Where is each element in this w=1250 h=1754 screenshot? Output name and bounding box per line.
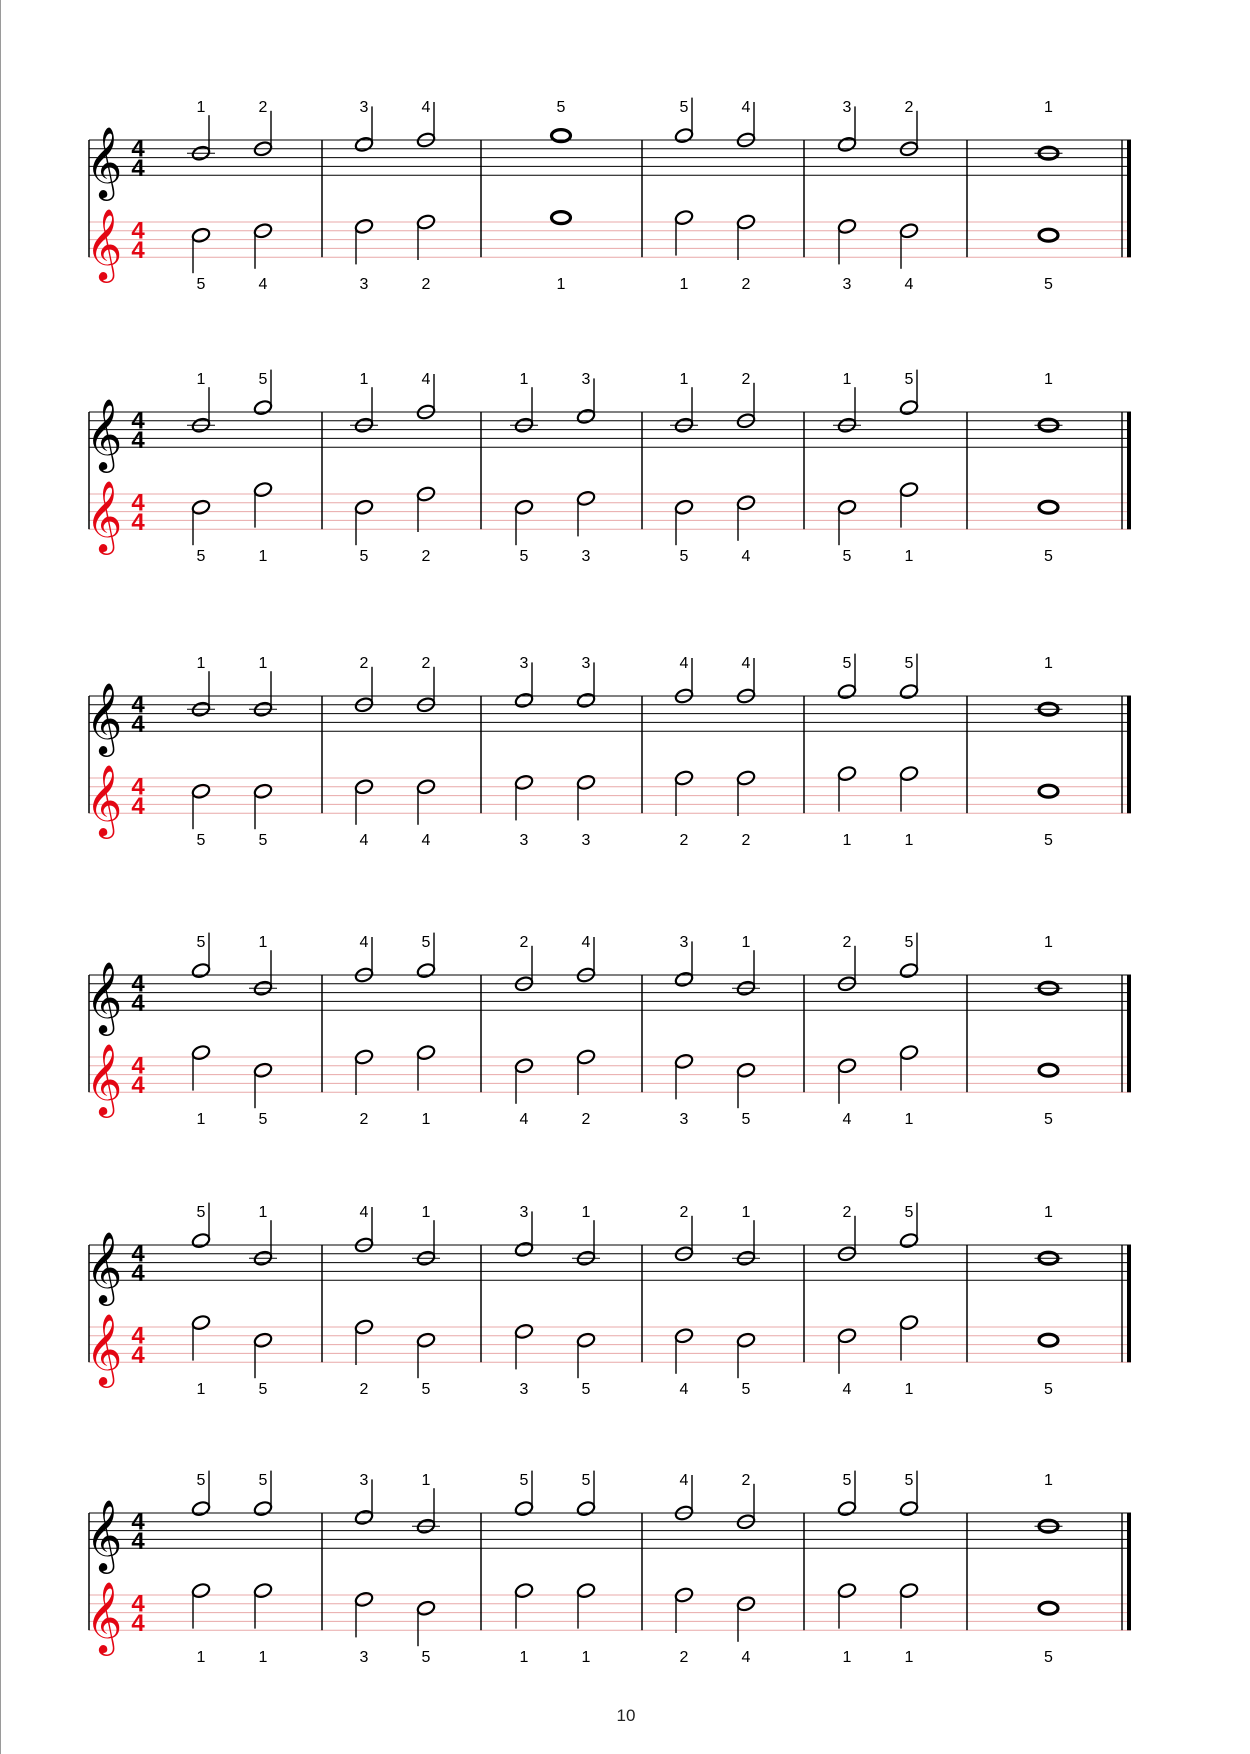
lower-finger-number: 1 <box>842 832 852 850</box>
upper-finger-number: 1 <box>421 1204 431 1221</box>
upper-finger-number: 1 <box>258 934 268 951</box>
lower-finger-number: 5 <box>421 1649 431 1667</box>
upper-half-note-head <box>253 399 273 416</box>
lower-half-note-head <box>899 481 919 498</box>
upper-finger-number: 1 <box>842 371 852 388</box>
lower-time-signature-top: 4 <box>131 773 145 801</box>
lower-time-signature-bottom: 4 <box>131 1342 145 1370</box>
lower-half-note-head <box>416 1044 436 1061</box>
lower-finger-number: 3 <box>519 832 529 850</box>
lower-finger-number: 4 <box>741 1649 751 1667</box>
lower-treble-clef-icon: 𝄞 <box>85 1042 123 1116</box>
upper-finger-number: 4 <box>679 1472 689 1489</box>
upper-finger-number: 2 <box>519 934 529 951</box>
lower-time-signature-bottom: 4 <box>131 1610 145 1638</box>
lower-finger-number: 4 <box>842 1381 852 1399</box>
upper-half-note-head <box>899 683 919 700</box>
lower-treble-clef-icon: 𝄞 <box>85 479 123 553</box>
lower-time-signature-bottom: 4 <box>131 793 145 821</box>
upper-half-note-head <box>514 1500 534 1517</box>
upper-finger-number: 4 <box>421 99 431 116</box>
lower-half-note-head <box>576 774 596 791</box>
upper-half-note-head <box>354 1509 374 1526</box>
lower-finger-number: 5 <box>1044 1381 1053 1399</box>
lower-finger-number: 5 <box>196 276 206 294</box>
lower-finger-number: 1 <box>519 1649 529 1667</box>
lower-half-note-head <box>576 1332 596 1349</box>
lower-half-note-head <box>837 218 857 235</box>
lower-half-note-head <box>837 1582 857 1599</box>
lower-finger-number: 5 <box>258 832 268 850</box>
upper-finger-number: 5 <box>258 371 268 388</box>
upper-time-signature-top: 4 <box>131 1508 145 1536</box>
lower-half-note-head <box>253 1332 273 1349</box>
lower-half-note-head <box>354 218 374 235</box>
upper-treble-clef-icon: 𝄞 <box>85 1498 123 1572</box>
lower-half-note-head <box>674 499 694 516</box>
upper-finger-number: 3 <box>359 1472 369 1489</box>
upper-finger-number: 5 <box>842 655 852 672</box>
upper-half-note-head <box>899 1232 919 1249</box>
lower-time-signature-bottom: 4 <box>131 509 145 537</box>
upper-finger-number: 5 <box>421 934 431 951</box>
lower-finger-number: 4 <box>359 832 369 850</box>
lower-finger-number: 1 <box>904 1381 914 1399</box>
lower-finger-number: 2 <box>421 548 431 566</box>
lower-finger-number: 1 <box>196 1649 206 1667</box>
upper-finger-number: 2 <box>359 655 369 672</box>
upper-finger-number: 3 <box>581 655 591 672</box>
upper-half-note-head <box>514 1241 534 1258</box>
lower-finger-number: 1 <box>904 548 914 566</box>
upper-finger-number: 3 <box>519 1204 529 1221</box>
lower-finger-number: 5 <box>1044 1111 1053 1129</box>
lower-finger-number: 5 <box>842 548 852 566</box>
upper-finger-number: 1 <box>258 1204 268 1221</box>
lower-finger-number: 4 <box>842 1111 852 1129</box>
upper-time-signature-bottom: 4 <box>131 1260 145 1288</box>
upper-finger-number: 1 <box>1044 1204 1053 1221</box>
upper-half-note-head <box>354 136 374 153</box>
upper-treble-clef-icon: 𝄞 <box>85 681 123 755</box>
upper-half-note-head <box>191 962 211 979</box>
lower-finger-number: 1 <box>904 832 914 850</box>
lower-finger-number: 1 <box>196 1381 206 1399</box>
lower-finger-number: 5 <box>741 1381 751 1399</box>
upper-time-signature-top: 4 <box>131 970 145 998</box>
lower-treble-clef-icon: 𝄞 <box>85 207 123 281</box>
upper-finger-number: 5 <box>904 1472 914 1489</box>
lower-time-signature-top: 4 <box>131 217 145 245</box>
lower-finger-number: 2 <box>359 1381 369 1399</box>
lower-half-note-head <box>899 1044 919 1061</box>
upper-finger-number: 4 <box>741 99 751 116</box>
upper-finger-number: 2 <box>904 99 914 116</box>
upper-finger-number: 1 <box>1044 99 1053 116</box>
upper-time-signature-top: 4 <box>131 407 145 435</box>
lower-finger-number: 1 <box>581 1649 591 1667</box>
lower-half-note-head <box>191 1314 211 1331</box>
upper-half-note-head <box>253 1500 273 1517</box>
lower-half-note-head <box>837 499 857 516</box>
lower-time-signature-bottom: 4 <box>131 237 145 265</box>
upper-finger-number: 4 <box>741 655 751 672</box>
upper-finger-number: 1 <box>359 371 369 388</box>
lower-half-note-head <box>191 227 211 244</box>
lower-time-signature-top: 4 <box>131 1322 145 1350</box>
lower-half-note-head <box>191 499 211 516</box>
upper-finger-number: 2 <box>842 934 852 951</box>
upper-finger-number: 2 <box>421 655 431 672</box>
upper-finger-number: 5 <box>196 1204 206 1221</box>
upper-time-signature-bottom: 4 <box>131 711 145 739</box>
upper-finger-number: 3 <box>359 99 369 116</box>
lower-finger-number: 4 <box>421 832 431 850</box>
upper-finger-number: 1 <box>679 371 689 388</box>
upper-treble-clef-icon: 𝄞 <box>85 397 123 471</box>
lower-half-note-head <box>253 1582 273 1599</box>
lower-finger-number: 1 <box>421 1111 431 1129</box>
upper-finger-number: 1 <box>1044 934 1053 951</box>
lower-half-note-head <box>416 1600 436 1617</box>
lower-time-signature-top: 4 <box>131 1590 145 1618</box>
lower-finger-number: 3 <box>842 276 852 294</box>
upper-finger-number: 2 <box>842 1204 852 1221</box>
upper-finger-number: 5 <box>679 99 689 116</box>
lower-finger-number: 5 <box>581 1381 591 1399</box>
lower-half-note-head <box>514 499 534 516</box>
lower-finger-number: 5 <box>421 1381 431 1399</box>
upper-finger-number: 4 <box>359 934 369 951</box>
upper-finger-number: 1 <box>196 99 206 116</box>
lower-finger-number: 5 <box>258 1111 268 1129</box>
upper-treble-clef-icon: 𝄞 <box>85 1230 123 1304</box>
lower-finger-number: 5 <box>1044 832 1053 850</box>
upper-half-note-head <box>899 399 919 416</box>
lower-finger-number: 4 <box>258 276 268 294</box>
lower-half-note-head <box>514 1582 534 1599</box>
lower-half-note-head <box>253 481 273 498</box>
upper-finger-number: 5 <box>904 1204 914 1221</box>
upper-finger-number: 5 <box>196 934 206 951</box>
upper-half-note-head <box>837 683 857 700</box>
upper-finger-number: 1 <box>519 371 529 388</box>
upper-half-note-head <box>674 127 694 144</box>
lower-half-note-head <box>416 1332 436 1349</box>
lower-finger-number: 5 <box>359 548 369 566</box>
lower-finger-number: 3 <box>359 276 369 294</box>
upper-half-note-head <box>416 962 436 979</box>
upper-finger-number: 5 <box>258 1472 268 1489</box>
lower-finger-number: 1 <box>258 548 268 566</box>
lower-half-note-head <box>354 1591 374 1608</box>
lower-half-note-head <box>191 783 211 800</box>
lower-finger-number: 4 <box>904 276 914 294</box>
upper-half-note-head <box>576 1500 596 1517</box>
lower-finger-number: 5 <box>196 548 206 566</box>
upper-finger-number: 1 <box>581 1204 591 1221</box>
upper-finger-number: 5 <box>904 655 914 672</box>
lower-half-note-head <box>736 1332 756 1349</box>
upper-half-note-head <box>191 1500 211 1517</box>
upper-finger-number: 1 <box>741 934 751 951</box>
lower-finger-number: 2 <box>741 276 751 294</box>
upper-half-note-head <box>191 1232 211 1249</box>
lower-time-signature-top: 4 <box>131 1052 145 1080</box>
upper-finger-number: 3 <box>842 99 852 116</box>
upper-finger-number: 1 <box>196 371 206 388</box>
upper-finger-number: 4 <box>359 1204 369 1221</box>
lower-half-note-head <box>253 783 273 800</box>
upper-time-signature-top: 4 <box>131 135 145 163</box>
lower-finger-number: 5 <box>1044 276 1053 294</box>
lower-half-note-head <box>576 490 596 507</box>
upper-finger-number: 1 <box>258 655 268 672</box>
upper-half-note-head <box>899 1500 919 1517</box>
lower-finger-number: 5 <box>679 548 689 566</box>
lower-half-note-head <box>899 1314 919 1331</box>
upper-finger-number: 4 <box>421 371 431 388</box>
lower-finger-number: 1 <box>258 1649 268 1667</box>
lower-finger-number: 3 <box>581 548 591 566</box>
lower-finger-number: 5 <box>519 548 529 566</box>
upper-time-signature-bottom: 4 <box>131 155 145 183</box>
lower-finger-number: 1 <box>904 1111 914 1129</box>
upper-half-note-head <box>837 136 857 153</box>
lower-treble-clef-icon: 𝄞 <box>85 763 123 837</box>
upper-finger-number: 2 <box>679 1204 689 1221</box>
lower-half-note-head <box>191 1044 211 1061</box>
upper-finger-number: 5 <box>519 1472 529 1489</box>
lower-finger-number: 5 <box>258 1381 268 1399</box>
upper-finger-number: 1 <box>741 1204 751 1221</box>
upper-half-note-head <box>674 971 694 988</box>
upper-finger-number: 2 <box>741 1472 751 1489</box>
lower-half-note-head <box>354 499 374 516</box>
lower-half-note-head <box>736 1062 756 1079</box>
upper-finger-number: 1 <box>421 1472 431 1489</box>
lower-finger-number: 2 <box>741 832 751 850</box>
lower-half-note-head <box>576 1582 596 1599</box>
lower-half-note-head <box>191 1582 211 1599</box>
lower-finger-number: 1 <box>904 1649 914 1667</box>
lower-finger-number: 1 <box>196 1111 206 1129</box>
lower-half-note-head <box>899 1582 919 1599</box>
upper-finger-number: 3 <box>581 371 591 388</box>
lower-finger-number: 5 <box>1044 1649 1053 1667</box>
upper-half-note-head <box>576 408 596 425</box>
upper-finger-number: 5 <box>842 1472 852 1489</box>
lower-half-note-head <box>899 765 919 782</box>
lower-half-note-head <box>837 765 857 782</box>
upper-half-note-head <box>837 1500 857 1517</box>
upper-finger-number: 2 <box>258 99 268 116</box>
upper-time-signature-top: 4 <box>131 691 145 719</box>
lower-finger-number: 1 <box>679 276 689 294</box>
lower-finger-number: 3 <box>581 832 591 850</box>
upper-finger-number: 1 <box>1044 655 1053 672</box>
upper-finger-number: 5 <box>904 934 914 951</box>
upper-time-signature-bottom: 4 <box>131 427 145 455</box>
lower-treble-clef-icon: 𝄞 <box>85 1580 123 1654</box>
lower-finger-number: 5 <box>1044 548 1053 566</box>
upper-half-note-head <box>899 962 919 979</box>
upper-finger-number: 5 <box>581 1472 591 1489</box>
upper-finger-number: 5 <box>556 99 566 116</box>
lower-time-signature-bottom: 4 <box>131 1072 145 1100</box>
upper-finger-number: 1 <box>1044 1472 1053 1489</box>
lower-half-note-head <box>674 1053 694 1070</box>
upper-treble-clef-icon: 𝄞 <box>85 960 123 1034</box>
upper-time-signature-bottom: 4 <box>131 990 145 1018</box>
score <box>1 0 1250 1754</box>
page-number: 10 <box>616 1706 636 1725</box>
lower-finger-number: 2 <box>359 1111 369 1129</box>
upper-finger-number: 1 <box>196 655 206 672</box>
upper-finger-number: 2 <box>741 371 751 388</box>
upper-finger-number: 3 <box>679 934 689 951</box>
lower-half-note-head <box>674 209 694 226</box>
upper-finger-number: 4 <box>679 655 689 672</box>
lower-finger-number: 2 <box>421 276 431 294</box>
upper-treble-clef-icon: 𝄞 <box>85 125 123 199</box>
lower-half-note-head <box>253 1062 273 1079</box>
lower-half-note-head <box>514 774 534 791</box>
lower-finger-number: 2 <box>679 1649 689 1667</box>
lower-finger-number: 3 <box>519 1381 529 1399</box>
upper-finger-number: 5 <box>904 371 914 388</box>
lower-treble-clef-icon: 𝄞 <box>85 1312 123 1386</box>
upper-time-signature-top: 4 <box>131 1240 145 1268</box>
upper-finger-number: 4 <box>581 934 591 951</box>
upper-half-note-head <box>576 692 596 709</box>
lower-time-signature-top: 4 <box>131 489 145 517</box>
upper-time-signature-bottom: 4 <box>131 1528 145 1556</box>
lower-half-note-head <box>514 1323 534 1340</box>
lower-finger-number: 5 <box>196 832 206 850</box>
lower-finger-number: 5 <box>741 1111 751 1129</box>
lower-finger-number: 4 <box>741 548 751 566</box>
lower-finger-number: 2 <box>679 832 689 850</box>
upper-finger-number: 5 <box>196 1472 206 1489</box>
lower-finger-number: 1 <box>556 276 566 294</box>
lower-finger-number: 2 <box>581 1111 591 1129</box>
lower-finger-number: 3 <box>679 1111 689 1129</box>
upper-finger-number: 1 <box>1044 371 1053 388</box>
upper-finger-number: 3 <box>519 655 529 672</box>
lower-finger-number: 1 <box>842 1649 852 1667</box>
lower-finger-number: 4 <box>519 1111 529 1129</box>
lower-finger-number: 3 <box>359 1649 369 1667</box>
lower-finger-number: 4 <box>679 1381 689 1399</box>
upper-half-note-head <box>514 692 534 709</box>
